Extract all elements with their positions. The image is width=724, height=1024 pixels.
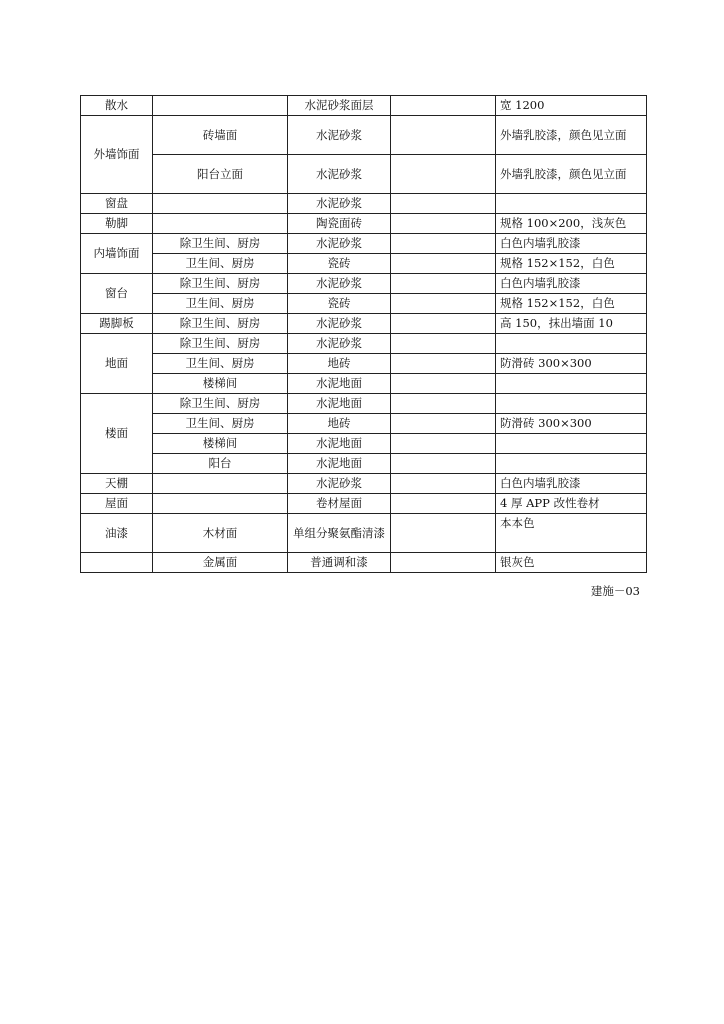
table-cell: 砖墙面 bbox=[153, 116, 288, 155]
table-cell bbox=[391, 474, 496, 494]
table-cell: 阳台 bbox=[153, 454, 288, 474]
table-cell: 楼面 bbox=[81, 394, 153, 474]
table-cell: 水泥地面 bbox=[288, 454, 391, 474]
table-cell bbox=[496, 334, 647, 354]
table-cell bbox=[496, 194, 647, 214]
table-cell: 地面 bbox=[81, 334, 153, 394]
table-row bbox=[81, 454, 647, 474]
table-cell: 外墙乳胶漆，颜色见立面 bbox=[496, 155, 647, 194]
table-cell: 卫生间、厨房 bbox=[153, 354, 288, 374]
table-cell: 卫生间、厨房 bbox=[153, 254, 288, 274]
table-cell: 规格 152×152，白色 bbox=[496, 254, 647, 274]
table-cell: 踢脚板 bbox=[81, 314, 153, 334]
table-cell bbox=[81, 553, 153, 573]
table-row bbox=[81, 116, 647, 155]
table-cell: 宽 1200 bbox=[496, 96, 647, 116]
table-cell: 水泥地面 bbox=[288, 374, 391, 394]
table-cell: 白色内墙乳胶漆 bbox=[496, 234, 647, 254]
table-cell bbox=[391, 274, 496, 294]
table-cell bbox=[153, 214, 288, 234]
table-cell: 水泥砂浆 bbox=[288, 234, 391, 254]
table-cell: 防滑砖 300×300 bbox=[496, 414, 647, 434]
table-cell bbox=[153, 194, 288, 214]
table-row bbox=[81, 234, 647, 254]
table-row bbox=[81, 553, 647, 573]
table-cell: 卫生间、厨房 bbox=[153, 294, 288, 314]
table-cell bbox=[391, 214, 496, 234]
table-cell: 白色内墙乳胶漆 bbox=[496, 274, 647, 294]
table-cell: 油漆 bbox=[81, 514, 153, 553]
table-cell bbox=[391, 194, 496, 214]
table-row bbox=[81, 155, 647, 194]
table-cell: 内墙饰面 bbox=[81, 234, 153, 274]
table-cell bbox=[391, 294, 496, 314]
table-cell: 本本色 bbox=[496, 514, 647, 553]
table-cell: 卫生间、厨房 bbox=[153, 414, 288, 434]
table-cell: 瓷砖 bbox=[288, 294, 391, 314]
table-cell bbox=[391, 553, 496, 573]
table-cell: 卷材屋面 bbox=[288, 494, 391, 514]
table-cell: 普通调和漆 bbox=[288, 553, 391, 573]
table-cell: 水泥砂浆 bbox=[288, 334, 391, 354]
table-cell: 高 150，抹出墙面 10 bbox=[496, 314, 647, 334]
table-row bbox=[81, 374, 647, 394]
table-cell: 外墙乳胶漆，颜色见立面 bbox=[496, 116, 647, 155]
table-cell: 天棚 bbox=[81, 474, 153, 494]
table-row bbox=[81, 214, 647, 234]
table-cell bbox=[391, 314, 496, 334]
table-cell: 白色内墙乳胶漆 bbox=[496, 474, 647, 494]
table-cell bbox=[391, 414, 496, 434]
table-row bbox=[81, 194, 647, 214]
table-cell bbox=[391, 155, 496, 194]
table-cell: 水泥砂浆 bbox=[288, 314, 391, 334]
table-row bbox=[81, 314, 647, 334]
table-row bbox=[81, 274, 647, 294]
table-cell: 散水 bbox=[81, 96, 153, 116]
table-cell bbox=[391, 354, 496, 374]
table-cell: 除卫生间、厨房 bbox=[153, 334, 288, 354]
table-cell bbox=[391, 434, 496, 454]
materials-table bbox=[80, 95, 647, 573]
table-cell bbox=[391, 334, 496, 354]
table-cell: 水泥砂浆 bbox=[288, 474, 391, 494]
table-cell: 水泥砂浆 bbox=[288, 116, 391, 155]
table-cell bbox=[391, 514, 496, 553]
table-cell: 规格 100×200，浅灰色 bbox=[496, 214, 647, 234]
table-cell: 单组分聚氨酯清漆 bbox=[288, 514, 391, 553]
table-cell bbox=[153, 474, 288, 494]
table-row bbox=[81, 96, 647, 116]
table-cell bbox=[391, 254, 496, 274]
table-cell bbox=[391, 394, 496, 414]
table-cell: 窗盘 bbox=[81, 194, 153, 214]
table-cell: 外墙饰面 bbox=[81, 116, 153, 194]
table-cell bbox=[496, 374, 647, 394]
table-row bbox=[81, 474, 647, 494]
table-row bbox=[81, 494, 647, 514]
table-cell bbox=[496, 454, 647, 474]
table-cell: 水泥砂浆 bbox=[288, 274, 391, 294]
table-cell: 水泥地面 bbox=[288, 394, 391, 414]
table-row bbox=[81, 254, 647, 274]
table-cell: 水泥砂浆面层 bbox=[288, 96, 391, 116]
table-cell: 除卫生间、厨房 bbox=[153, 274, 288, 294]
table-cell: 规格 152×152，白色 bbox=[496, 294, 647, 314]
table-row bbox=[81, 394, 647, 414]
table-cell: 水泥砂浆 bbox=[288, 194, 391, 214]
table-cell bbox=[391, 234, 496, 254]
table-cell bbox=[391, 454, 496, 474]
table-cell: 除卫生间、厨房 bbox=[153, 314, 288, 334]
table-row bbox=[81, 334, 647, 354]
table-cell: 金属面 bbox=[153, 553, 288, 573]
table-cell: 地砖 bbox=[288, 414, 391, 434]
table-cell: 4 厚 APP 改性卷材 bbox=[496, 494, 647, 514]
table-cell: 水泥砂浆 bbox=[288, 155, 391, 194]
table-row bbox=[81, 514, 647, 553]
table-cell: 楼梯间 bbox=[153, 374, 288, 394]
table-cell: 防滑砖 300×300 bbox=[496, 354, 647, 374]
table-cell bbox=[391, 116, 496, 155]
table-cell: 屋面 bbox=[81, 494, 153, 514]
table-cell: 窗台 bbox=[81, 274, 153, 314]
table-cell: 银灰色 bbox=[496, 553, 647, 573]
table-cell: 除卫生间、厨房 bbox=[153, 394, 288, 414]
table-cell bbox=[496, 434, 647, 454]
table-cell: 除卫生间、厨房 bbox=[153, 234, 288, 254]
table-row bbox=[81, 434, 647, 454]
table-cell bbox=[391, 494, 496, 514]
table-cell: 瓷砖 bbox=[288, 254, 391, 274]
table-cell bbox=[391, 374, 496, 394]
table-cell: 水泥地面 bbox=[288, 434, 391, 454]
table-cell bbox=[153, 96, 288, 116]
table-cell: 木材面 bbox=[153, 514, 288, 553]
table-cell: 陶瓷面砖 bbox=[288, 214, 391, 234]
table-row bbox=[81, 294, 647, 314]
table-row bbox=[81, 354, 647, 374]
table-cell: 阳台立面 bbox=[153, 155, 288, 194]
table-cell: 勒脚 bbox=[81, 214, 153, 234]
table-cell: 楼梯间 bbox=[153, 434, 288, 454]
table-cell bbox=[153, 494, 288, 514]
sheet-number: 建施－03 bbox=[590, 584, 640, 598]
table-row bbox=[81, 414, 647, 434]
table-cell: 地砖 bbox=[288, 354, 391, 374]
table-cell bbox=[391, 96, 496, 116]
table-cell bbox=[496, 394, 647, 414]
